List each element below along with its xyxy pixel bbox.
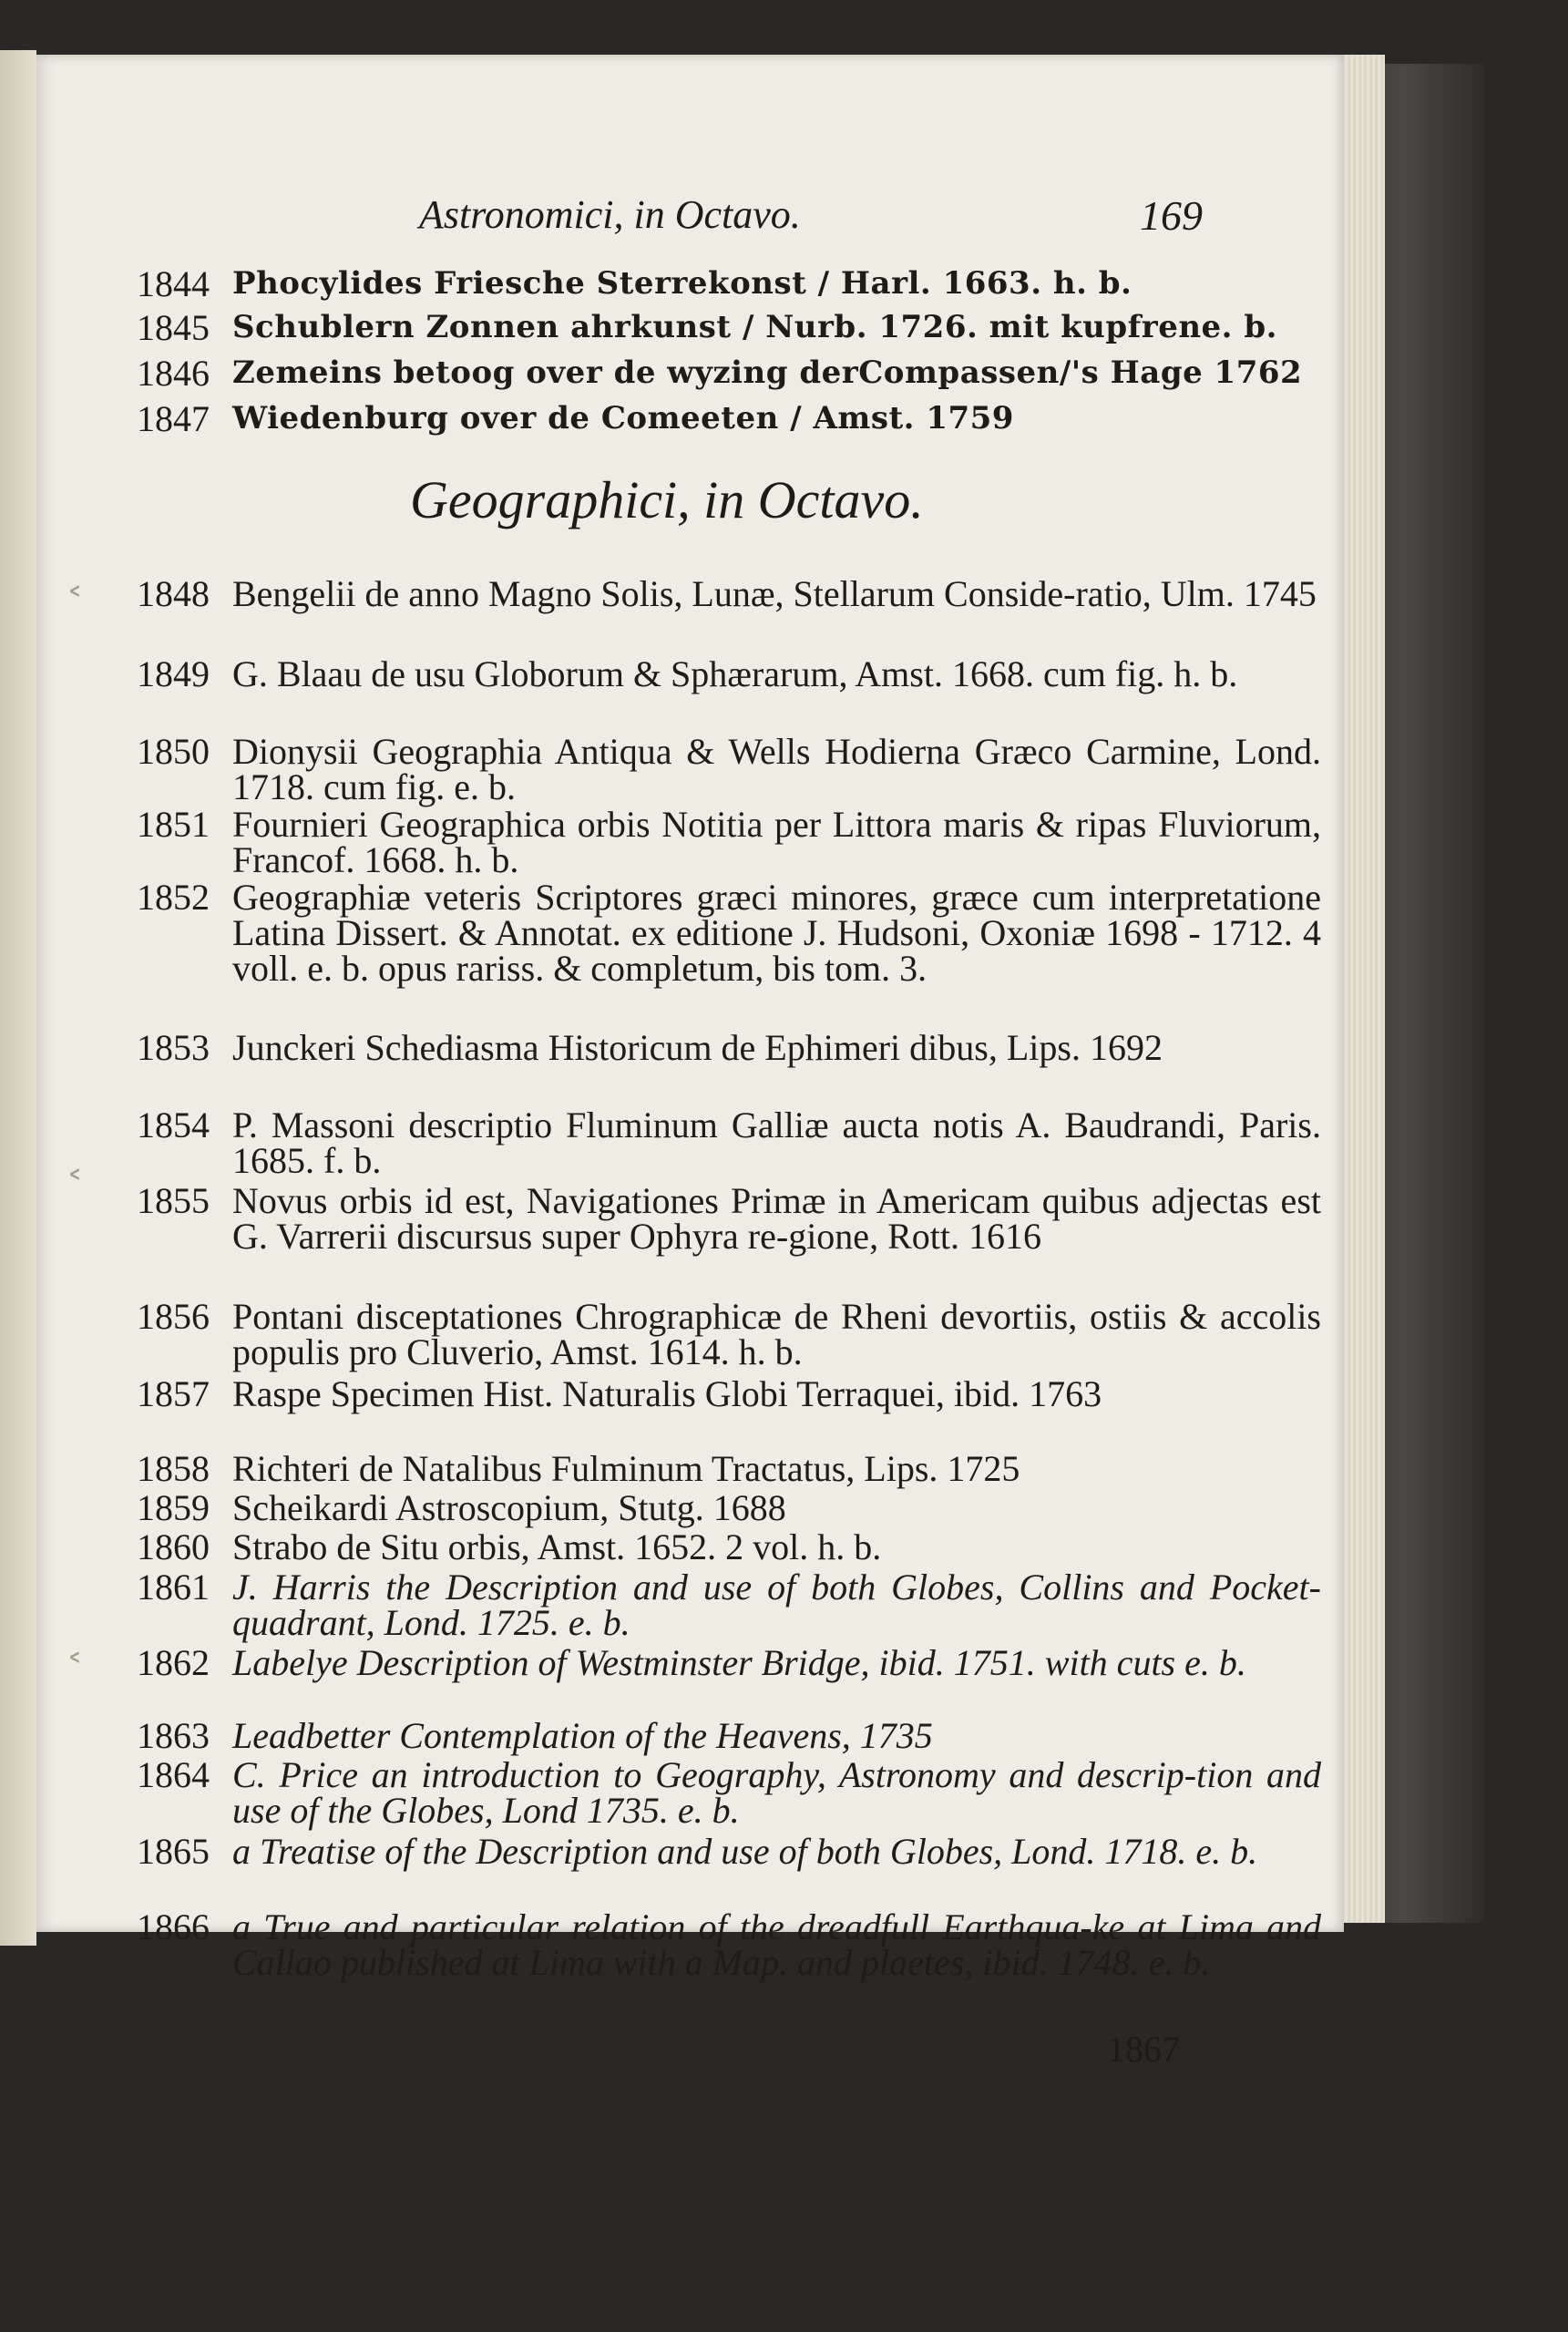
entry-number: 1848 [137, 573, 210, 614]
entry-number: 1845 [137, 307, 210, 348]
entry-number: 1861 [137, 1567, 210, 1608]
entry-text: P. Massoni descriptio Fluminum Galliæ aucta notis A. Baudrandi, Paris. 1685. f. b. [232, 1104, 1321, 1181]
binding-stitch: ˂ [66, 1649, 84, 1691]
entry-text: Junckeri Schediasma Historicum de Ephimeri dibus, Lips. 1692 [232, 1027, 1163, 1068]
entry-text: Raspe Specimen Hist. Naturalis Globi Terraquei, ibid. 1763 [232, 1373, 1102, 1414]
entry-text: Leadbetter Contemplation of the Heavens, 1735 [232, 1715, 933, 1756]
entry-number: 1856 [137, 1296, 210, 1337]
binding-stitch: ˂ [66, 1166, 84, 1208]
entry-number: 1844 [137, 263, 210, 304]
catchword: 1867 [1107, 2029, 1180, 2070]
entry-number: 1862 [137, 1642, 210, 1683]
entry-text: Pontani disceptationes Chrographicæ de Rheni devortiis, ostiis & accolis populis pro Cluverio, Amst. 1614. h. b. [232, 1296, 1321, 1372]
entry-number: 1850 [137, 731, 210, 772]
entry-number: 1851 [137, 804, 210, 845]
entry-number: 1858 [137, 1448, 210, 1489]
entry-number: 1865 [137, 1831, 210, 1872]
entry-text: a Treatise of the Description and use of both Globes, Lond. 1718. e. b. [232, 1831, 1258, 1872]
entry-number: 1864 [137, 1754, 210, 1795]
entry-text: a True and particular relation of the dreadfull Earthqua-ke at Lima and Callao published at Lima with a Map. and plaetes, ibid. 1748. e. b. [232, 1906, 1321, 1983]
entry-number: 1857 [137, 1373, 210, 1414]
binding-stitch: ˂ [66, 583, 84, 625]
entry-text: Novus orbis id est, Navigationes Primæ in Americam quibus adjectas est G. Varrerii discursus super Ophyra re-gione, Rott. 1616 [232, 1180, 1321, 1257]
entry-text: Geographiæ veteris Scriptores græci minores, græce cum interpretatione Latina Dissert. & Annotat. ex editione J. Hudsoni, Oxoniæ 1698 - 1712. 4 voll. e. b. opus rariss. & completum, bis tom. 3. [232, 877, 1321, 989]
entry-text: Wiedenburg over de Comeeten / Amst. 1759 [232, 400, 1014, 437]
entry-number: 1860 [137, 1526, 210, 1567]
entry-text: Phocylides Friesche Sterrekonst / Harl. 1663. h. b. [232, 265, 1132, 302]
entry-text: Strabo de Situ orbis, Amst. 1652. 2 vol. h. b. [232, 1526, 882, 1567]
entry-number: 1846 [137, 353, 210, 394]
entry-number: 1859 [137, 1487, 210, 1528]
entry-text: Dionysii Geographia Antiqua & Wells Hodierna Græco Carmine, Lond. 1718. cum fig. e. b. [232, 731, 1321, 807]
entry-number: 1866 [137, 1906, 210, 1947]
running-title: Astronomici, in Octavo. [419, 192, 801, 237]
section-heading: Geographici, in Octavo. [410, 470, 924, 529]
entry-text: Schublern Zonnen ahrkunst / Nurb. 1726. mit kupfrene. b. [232, 309, 1277, 345]
entry-number: 1847 [137, 398, 210, 439]
entry-text: J. Harris the Description and use of both Globes, Collins and Pocket-quadrant, Lond. 1725. e. b. [232, 1567, 1321, 1643]
entry-text: Bengelii de anno Magno Solis, Lunæ, Stellarum Conside-ratio, Ulm. 1745 [232, 573, 1317, 614]
entry-number: 1852 [137, 877, 210, 918]
entry-text: C. Price an introduction to Geography, Astronomy and descrip-tion and use of the Globes, Lond 1735. e. b. [232, 1754, 1321, 1831]
entry-text: Labelye Description of Westminster Bridge, ibid. 1751. with cuts e. b. [232, 1642, 1246, 1683]
entry-text: G. Blaau de usu Globorum & Sphærarum, Amst. 1668. cum fig. h. b. [232, 653, 1238, 694]
entry-number: 1854 [137, 1104, 210, 1145]
entry-number: 1855 [137, 1180, 210, 1221]
entry-text: Richteri de Natalibus Fulminum Tractatus, Lips. 1725 [232, 1448, 1020, 1489]
entry-number: 1853 [137, 1027, 210, 1068]
entry-text: Scheikardi Astroscopium, Stutg. 1688 [232, 1487, 786, 1528]
page-number: 169 [1140, 192, 1203, 239]
entry-text: Zemeins betoog over de wyzing derCompassen/'s Hage 1762 [232, 354, 1303, 391]
left-page-edge [0, 50, 36, 1946]
page-header [401, 191, 1203, 246]
entry-text: Fournieri Geographica orbis Notitia per Littora maris & ripas Fluviorum, Francof. 1668. h. b. [232, 804, 1321, 880]
entry-number: 1849 [137, 653, 210, 694]
entry-number: 1863 [137, 1715, 210, 1756]
